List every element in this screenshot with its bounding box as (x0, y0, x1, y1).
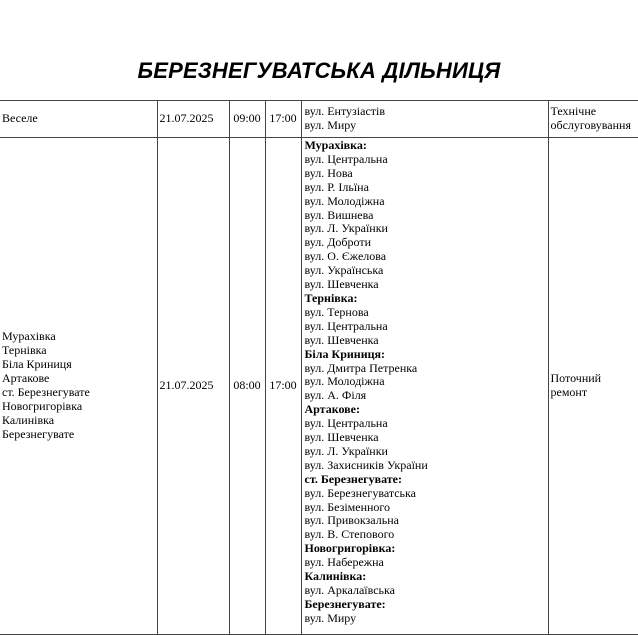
street-name: вул. Вишнева (304, 207, 374, 222)
street-name: вул. А. Філя (304, 388, 367, 403)
street-name: вул. Молодіжна (304, 374, 385, 389)
locality-heading: Тернівка: (304, 290, 358, 305)
table-row (0, 101, 638, 138)
street-name: вул. Центральна (304, 318, 388, 333)
street-name: вул. Миру (304, 610, 357, 625)
street-name: вул. Нова (304, 165, 353, 180)
street-name: вул. Шевченка (304, 430, 379, 445)
street-name: вул. Шевченка (304, 332, 379, 347)
street-name: вул. Безіменного (304, 499, 391, 514)
reason-cell: Поточний ремонт (548, 138, 638, 635)
street-name: вул. Тернова (304, 304, 369, 319)
locality-heading: Новогригорівка: (304, 541, 396, 556)
locality-heading: Артакове: (304, 402, 360, 417)
settlement-name: Біла Криниця (2, 357, 72, 372)
street-name: вул. В. Степового (304, 527, 395, 542)
street-name: вул. Набережна (304, 555, 384, 570)
settlement-name: Калинівка (2, 412, 55, 427)
settlement-name: ст. Березнегувате (2, 385, 90, 399)
street-name: вул. Аркалаївська (304, 583, 395, 597)
street-name: вул. Л. Українки (304, 443, 388, 458)
street-name: вул. Центральна (304, 151, 388, 166)
streets-cell (301, 138, 548, 635)
street-name: вул. Українська (304, 263, 384, 278)
street-name: вул. Привокзальна (304, 513, 399, 528)
settlement-name: Тернівка (2, 343, 47, 358)
locality-heading: Березнегувате: (304, 596, 386, 611)
settlement-name: Мурахівка (2, 329, 56, 344)
street-name: вул. Березнегуватська (304, 485, 417, 500)
settlements-cell (0, 138, 157, 635)
locality-heading: Мурахівка: (304, 138, 367, 152)
street-name: вул. Ентузіастів (304, 104, 386, 119)
street-name: вул. Дмитра Петренка (304, 360, 418, 375)
street-name: вул. Молодіжна (304, 193, 385, 208)
settlement-name: Артакове (2, 371, 50, 386)
locality-heading: ст. Березнегувате: (304, 471, 402, 486)
streets-cell (301, 101, 548, 138)
settlement-name: Веселе (2, 111, 38, 126)
street-name: вул. Центральна (304, 416, 388, 431)
end-time-cell: 17:00 (265, 138, 301, 635)
street-name: вул. О. Єжелова (304, 249, 387, 264)
date-cell: 21.07.2025 (157, 138, 229, 635)
street-name: вул. Шевченка (304, 277, 379, 292)
date-cell: 21.07.2025 (157, 101, 229, 138)
locality-heading: Біла Криниця: (304, 346, 386, 361)
street-name: вул. Доброти (304, 235, 372, 250)
page-title: БЕРЕЗНЕГУВАТСЬКА ДІЛЬНИЦЯ (137, 58, 501, 83)
locality-heading: Калинівка: (304, 569, 367, 584)
end-time-cell: 17:00 (265, 101, 301, 138)
street-name: вул. Л. Українки (304, 221, 388, 236)
street-name: вул. Захисників України (304, 457, 428, 472)
settlement-name: Березнегувате (2, 426, 75, 441)
start-time-cell: 09:00 (229, 101, 265, 138)
settlement-name: Новогригорівка (2, 398, 83, 413)
settlements-cell (0, 101, 157, 138)
reason-cell: Технічне обслуговування (548, 101, 638, 138)
street-name: вул. Миру (304, 118, 357, 132)
start-time-cell: 08:00 (229, 138, 265, 635)
outage-schedule-table (0, 100, 638, 635)
table-row (0, 138, 638, 635)
street-name: вул. Р. Ільїна (304, 179, 369, 194)
